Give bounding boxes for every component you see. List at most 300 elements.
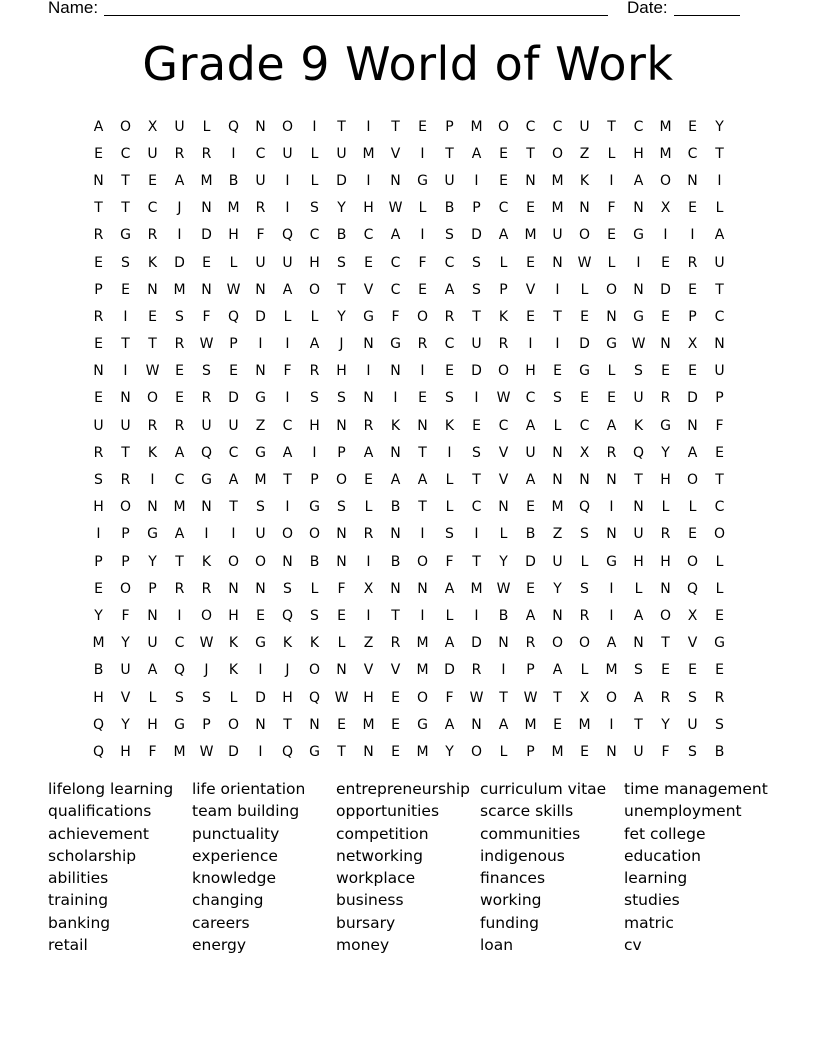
grid-letter: R xyxy=(390,635,401,652)
word-list-item: lifelong learning xyxy=(48,780,174,798)
word-list-item: cv xyxy=(624,936,642,955)
grid-letter: I xyxy=(555,281,560,298)
grid-letter: E xyxy=(661,363,670,380)
grid-letter: E xyxy=(688,281,697,298)
grid-letter: E xyxy=(256,607,265,624)
grid-letter: N xyxy=(363,743,374,760)
grid-letter: E xyxy=(526,580,535,597)
grid-letter: M xyxy=(254,472,267,489)
grid-letter: V xyxy=(498,472,509,489)
grid-letter: D xyxy=(255,689,266,706)
grid-letter: D xyxy=(525,553,536,570)
grid-letter: V xyxy=(363,662,374,679)
grid-letter: I xyxy=(474,607,479,624)
word-list-item: abilities xyxy=(48,869,109,888)
grid-letter: G xyxy=(309,743,320,760)
grid-letter: N xyxy=(606,743,617,760)
grid-letter: N xyxy=(633,200,644,217)
grid-letter: R xyxy=(606,444,617,461)
grid-letter: G xyxy=(174,716,185,733)
grid-letter: A xyxy=(471,145,482,162)
grid-letter: E xyxy=(364,254,373,271)
word-list-item: entrepreneurship xyxy=(336,780,471,798)
grid-letter: M xyxy=(173,281,186,298)
grid-letter: I xyxy=(474,172,479,189)
grid-letter: C xyxy=(714,308,725,325)
word-list-item: time management xyxy=(624,780,768,798)
grid-letter: M xyxy=(578,716,591,733)
word-list-item: team building xyxy=(192,802,300,821)
grid-letter: C xyxy=(552,118,563,135)
word-list-item: loan xyxy=(480,936,514,955)
word-list-item: energy xyxy=(192,936,247,955)
grid-letter: F xyxy=(202,308,211,325)
grid-letter: S xyxy=(121,254,130,271)
grid-letter: N xyxy=(93,363,104,380)
grid-letter: H xyxy=(309,417,320,434)
grid-letter: I xyxy=(258,662,263,679)
grid-letter: G xyxy=(417,172,428,189)
grid-letter: N xyxy=(309,716,320,733)
grid-letter: N xyxy=(687,172,698,189)
date-label: Date: xyxy=(627,0,668,17)
grid-letter: U xyxy=(120,662,131,679)
grid-letter: G xyxy=(417,716,428,733)
grid-letter: T xyxy=(472,472,481,489)
grid-letter: T xyxy=(121,336,130,353)
grid-letter: U xyxy=(174,118,185,135)
grid-letter: C xyxy=(579,417,590,434)
grid-letter: L xyxy=(364,499,373,516)
grid-letter: E xyxy=(715,662,724,679)
grid-letter: G xyxy=(255,444,266,461)
grid-letter: U xyxy=(552,553,563,570)
grid-letter: S xyxy=(634,662,643,679)
grid-letter: Z xyxy=(579,145,590,162)
grid-letter: D xyxy=(228,743,239,760)
grid-letter: O xyxy=(551,635,564,652)
grid-letter: N xyxy=(390,580,401,597)
grid-letter: I xyxy=(285,336,290,353)
grid-letter: N xyxy=(282,553,293,570)
grid-letter: R xyxy=(714,689,725,706)
grid-letter: C xyxy=(471,499,482,516)
grid-letter: S xyxy=(580,526,589,543)
grid-letter: E xyxy=(94,336,103,353)
grid-letter: F xyxy=(148,743,157,760)
grid-letter: G xyxy=(255,390,266,407)
word-list-item: achievement xyxy=(48,824,149,843)
grid-letter: M xyxy=(551,743,564,760)
grid-letter: I xyxy=(123,308,128,325)
grid-letter: O xyxy=(200,607,213,624)
grid-letter: F xyxy=(121,607,130,624)
grid-letter: O xyxy=(416,689,429,706)
grid-letter: U xyxy=(255,254,266,271)
grid-letter: M xyxy=(470,118,483,135)
grid-letter: I xyxy=(690,227,695,244)
grid-letter: W xyxy=(631,336,646,353)
grid-letter: O xyxy=(335,472,348,489)
grid-letter: M xyxy=(659,118,672,135)
word-list-item: careers xyxy=(192,913,250,932)
grid-letter: A xyxy=(282,281,293,298)
grid-letter: C xyxy=(444,336,455,353)
grid-letter: G xyxy=(363,308,374,325)
grid-letter: G xyxy=(147,526,158,543)
grid-letter: G xyxy=(579,363,590,380)
grid-letter: Q xyxy=(632,444,645,461)
header xyxy=(48,0,748,20)
grid-letter: D xyxy=(471,227,482,244)
grid-letter: M xyxy=(416,743,429,760)
grid-letter: Q xyxy=(173,662,186,679)
grid-letter: P xyxy=(715,390,724,407)
grid-letter: L xyxy=(310,308,319,325)
grid-letter: A xyxy=(714,227,725,244)
grid-letter: A xyxy=(498,227,509,244)
grid-letter: Y xyxy=(499,553,508,570)
grid-letter: T xyxy=(526,145,535,162)
grid-letter: H xyxy=(228,607,239,624)
grid-letter: N xyxy=(255,363,266,380)
grid-letter: E xyxy=(526,200,535,217)
grid-letter: S xyxy=(445,390,454,407)
grid-letter: G xyxy=(201,472,212,489)
grid-letter: T xyxy=(283,472,292,489)
grid-letter: P xyxy=(229,336,238,353)
grid-letter: G xyxy=(633,308,644,325)
grid-letter: R xyxy=(120,472,131,489)
grid-letter: E xyxy=(661,308,670,325)
grid-letter: L xyxy=(580,281,589,298)
grid-letter: R xyxy=(309,363,320,380)
grid-letter: O xyxy=(308,281,321,298)
grid-letter: I xyxy=(204,526,209,543)
grid-letter: R xyxy=(687,254,698,271)
grid-letter: M xyxy=(524,716,537,733)
grid-letter: G xyxy=(255,635,266,652)
grid-letter: W xyxy=(199,635,214,652)
grid-letter: A xyxy=(309,336,320,353)
grid-letter: C xyxy=(309,227,320,244)
grid-letter: O xyxy=(659,172,672,189)
grid-letter: A xyxy=(525,472,536,489)
grid-letter: A xyxy=(147,662,158,679)
word-list-item: life orientation xyxy=(192,780,306,798)
grid-letter: I xyxy=(609,172,614,189)
grid-letter: I xyxy=(474,390,479,407)
grid-letter: I xyxy=(501,662,506,679)
grid-letter: L xyxy=(229,689,238,706)
word-list-item: punctuality xyxy=(192,824,280,843)
grid-letter: C xyxy=(444,254,455,271)
grid-letter: U xyxy=(525,444,536,461)
grid-letter: K xyxy=(390,417,401,434)
grid-letter: A xyxy=(282,444,293,461)
grid-letter: Y xyxy=(661,444,670,461)
grid-letter: S xyxy=(202,689,211,706)
word-list-item: competition xyxy=(336,824,429,843)
grid-letter: Q xyxy=(92,716,105,733)
grid-letter: T xyxy=(472,308,481,325)
grid-letter: N xyxy=(471,716,482,733)
grid-letter: E xyxy=(418,390,427,407)
grid-letter: M xyxy=(416,662,429,679)
grid-letter: S xyxy=(310,200,319,217)
grid-letter: H xyxy=(660,553,671,570)
grid-letter: B xyxy=(390,553,401,570)
grid-letter: U xyxy=(552,227,563,244)
word-list-item: training xyxy=(48,891,109,910)
grid-letter: I xyxy=(420,363,425,380)
grid-letter: T xyxy=(121,172,130,189)
word-list-item: unemployment xyxy=(624,802,742,821)
grid-letter: S xyxy=(337,254,346,271)
grid-letter: W xyxy=(496,580,511,597)
grid-letter: U xyxy=(147,145,158,162)
grid-letter: T xyxy=(634,716,643,733)
grid-letter: K xyxy=(444,417,455,434)
grid-letter: I xyxy=(96,526,101,543)
grid-letter: S xyxy=(472,281,481,298)
grid-letter: C xyxy=(390,281,401,298)
grid-letter: L xyxy=(337,635,346,652)
grid-letter: W xyxy=(226,281,241,298)
grid-letter: B xyxy=(714,743,725,760)
grid-letter: W xyxy=(145,363,160,380)
grid-letter: O xyxy=(659,607,672,624)
grid-letter: A xyxy=(633,607,644,624)
grid-letter: C xyxy=(498,200,509,217)
grid-letter: I xyxy=(663,227,668,244)
grid-letter: O xyxy=(254,553,267,570)
grid-letter: A xyxy=(390,227,401,244)
grid-letter: N xyxy=(336,553,347,570)
grid-letter: D xyxy=(579,336,590,353)
grid-letter: K xyxy=(309,635,320,652)
grid-letter: N xyxy=(633,281,644,298)
grid-letter: A xyxy=(417,472,428,489)
page-title: Grade 9 World of Work xyxy=(142,37,674,91)
grid-letter: I xyxy=(123,363,128,380)
grid-letter: N xyxy=(606,526,617,543)
grid-letter: T xyxy=(418,444,427,461)
grid-letter: A xyxy=(687,444,698,461)
word-list-item: opportunities xyxy=(336,802,440,821)
grid-letter: A xyxy=(174,444,185,461)
grid-letter: L xyxy=(499,254,508,271)
word-list-item: indigenous xyxy=(480,846,565,865)
grid-letter: Q xyxy=(200,444,213,461)
grid-letter: X xyxy=(579,444,590,461)
grid-letter: L xyxy=(607,363,616,380)
grid-letter: P xyxy=(337,444,346,461)
grid-letter: E xyxy=(553,716,562,733)
grid-letter: I xyxy=(366,363,371,380)
grid-letter: O xyxy=(605,281,618,298)
grid-letter: A xyxy=(174,526,185,543)
grid-letter: E xyxy=(121,281,130,298)
grid-letter: R xyxy=(498,336,509,353)
grid-letter: P xyxy=(526,743,535,760)
grid-letter: B xyxy=(444,200,455,217)
grid-letter: I xyxy=(285,172,290,189)
grid-letter: K xyxy=(201,553,212,570)
grid-letter: P xyxy=(688,308,697,325)
grid-letter: H xyxy=(633,553,644,570)
grid-letter: C xyxy=(714,499,725,516)
date-field[interactable] xyxy=(674,15,740,16)
grid-letter: R xyxy=(174,336,185,353)
grid-letter: U xyxy=(687,716,698,733)
grid-letter: S xyxy=(688,689,697,706)
word-list-item: knowledge xyxy=(192,869,277,888)
grid-letter: Y xyxy=(121,716,130,733)
grid-letter: Z xyxy=(255,417,266,434)
grid-letter: S xyxy=(634,363,643,380)
grid-letter: C xyxy=(525,118,536,135)
grid-letter: U xyxy=(255,172,266,189)
grid-letter: L xyxy=(607,254,616,271)
grid-letter: Y xyxy=(337,308,346,325)
grid-letter: E xyxy=(94,580,103,597)
grid-letter: I xyxy=(258,743,263,760)
grid-letter: X xyxy=(660,200,671,217)
grid-letter: H xyxy=(93,499,104,516)
grid-letter: U xyxy=(633,390,644,407)
grid-letter: T xyxy=(337,281,346,298)
grid-letter: C xyxy=(255,145,266,162)
grid-letter: U xyxy=(633,743,644,760)
grid-letter: M xyxy=(200,172,213,189)
grid-letter: S xyxy=(445,227,454,244)
grid-letter: I xyxy=(609,499,614,516)
grid-letter: S xyxy=(553,390,562,407)
grid-letter: A xyxy=(444,635,455,652)
word-list-item: workplace xyxy=(336,869,416,888)
grid-letter: R xyxy=(363,526,374,543)
grid-letter: R xyxy=(174,145,185,162)
grid-letter: L xyxy=(715,200,724,217)
grid-letter: V xyxy=(363,281,374,298)
grid-letter: L xyxy=(310,172,319,189)
grid-letter: N xyxy=(417,580,428,597)
grid-letter: A xyxy=(174,172,185,189)
grid-letter: R xyxy=(201,145,212,162)
grid-letter: O xyxy=(605,689,618,706)
grid-letter: N xyxy=(552,607,563,624)
grid-letter: S xyxy=(175,689,184,706)
grid-letter: T xyxy=(661,635,670,652)
grid-letter: O xyxy=(119,499,132,516)
grid-letter: Y xyxy=(715,118,724,135)
grid-letter: I xyxy=(420,607,425,624)
grid-letter: S xyxy=(202,363,211,380)
grid-letter: V xyxy=(120,689,131,706)
grid-letter: L xyxy=(310,145,319,162)
grid-letter: I xyxy=(609,716,614,733)
grid-letter: N xyxy=(255,716,266,733)
grid-letter: G xyxy=(390,336,401,353)
grid-letter: I xyxy=(447,444,452,461)
grid-letter: V xyxy=(525,281,536,298)
grid-letter: U xyxy=(471,336,482,353)
grid-letter: A xyxy=(633,689,644,706)
grid-letter: O xyxy=(416,553,429,570)
grid-letter: R xyxy=(417,336,428,353)
grid-letter: F xyxy=(607,200,616,217)
grid-letter: W xyxy=(199,743,214,760)
word-search-grid xyxy=(85,113,733,766)
grid-letter: I xyxy=(717,172,722,189)
grid-letter: Q xyxy=(281,607,294,624)
grid-letter: Y xyxy=(94,607,103,624)
grid-letter: U xyxy=(714,254,725,271)
grid-letter: I xyxy=(366,118,371,135)
grid-letter: Q xyxy=(308,689,321,706)
grid-letter: N xyxy=(417,417,428,434)
grid-letter: L xyxy=(445,499,454,516)
grid-letter: I xyxy=(366,172,371,189)
grid-letter: Q xyxy=(578,499,591,516)
grid-letter: A xyxy=(444,281,455,298)
grid-letter: Q xyxy=(686,580,699,597)
grid-letter: C xyxy=(174,472,185,489)
grid-letter: L xyxy=(283,308,292,325)
grid-letter: E xyxy=(526,254,535,271)
grid-letter: Z xyxy=(552,526,563,543)
grid-letter: L xyxy=(634,580,643,597)
grid-letter: P xyxy=(310,472,319,489)
grid-letter: N xyxy=(579,200,590,217)
grid-letter: M xyxy=(173,499,186,516)
grid-letter: D xyxy=(336,172,347,189)
grid-letter: X xyxy=(363,580,374,597)
grid-letter: N xyxy=(390,444,401,461)
grid-letter: C xyxy=(363,227,374,244)
grid-letter: R xyxy=(93,308,104,325)
grid-letter: E xyxy=(364,472,373,489)
grid-letter: N xyxy=(147,281,158,298)
grid-letter: N xyxy=(228,580,239,597)
grid-letter: W xyxy=(523,689,538,706)
grid-letter: E xyxy=(148,172,157,189)
grid-letter: J xyxy=(285,662,290,679)
grid-letter: K xyxy=(498,308,509,325)
grid-letter: P xyxy=(445,118,454,135)
grid-letter: O xyxy=(578,635,591,652)
grid-letter: W xyxy=(388,200,403,217)
grid-letter: N xyxy=(201,200,212,217)
grid-letter: G xyxy=(309,499,320,516)
grid-letter: U xyxy=(282,145,293,162)
grid-letter: R xyxy=(471,662,482,679)
grid-letter: N xyxy=(255,118,266,135)
grid-letter: T xyxy=(553,308,562,325)
grid-letter: L xyxy=(229,254,238,271)
grid-letter: E xyxy=(526,308,535,325)
name-field[interactable] xyxy=(104,15,608,16)
grid-letter: N xyxy=(552,472,563,489)
grid-letter: L xyxy=(310,580,319,597)
grid-letter: I xyxy=(636,254,641,271)
grid-letter: Q xyxy=(227,308,240,325)
grid-letter: K xyxy=(147,444,158,461)
grid-letter: U xyxy=(444,172,455,189)
grid-letter: O xyxy=(227,553,240,570)
grid-letter: C xyxy=(228,444,239,461)
